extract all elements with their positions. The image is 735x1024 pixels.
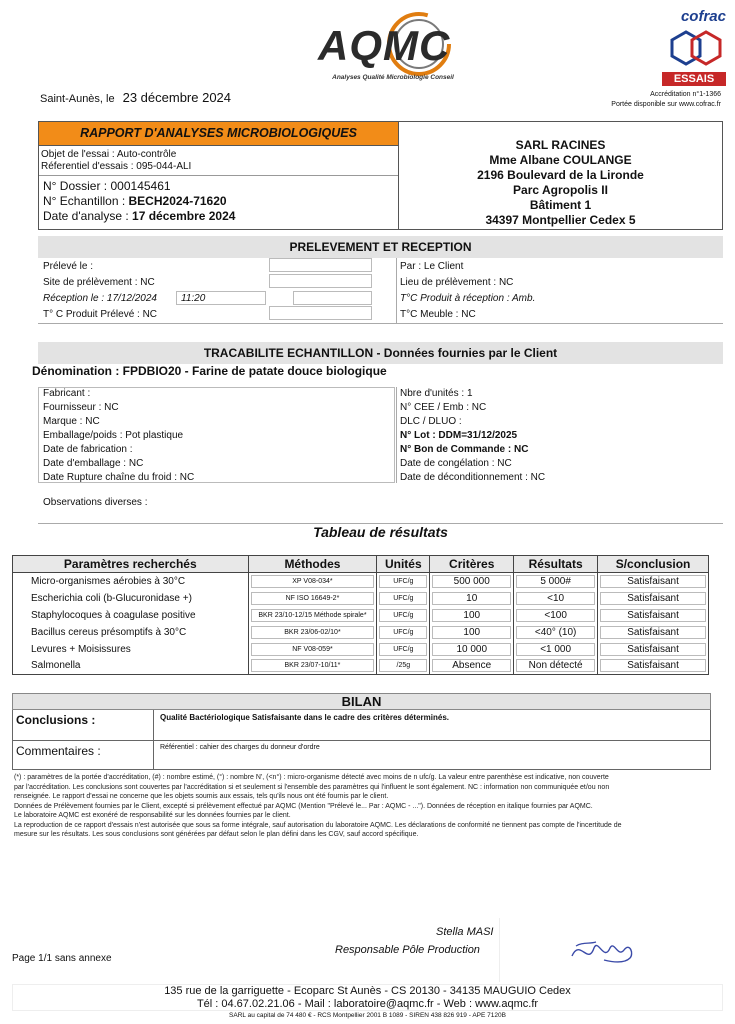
reception-date: Réception le : 17/12/2024 xyxy=(43,293,157,304)
report-identifiers xyxy=(39,176,398,227)
sample-number: BECH2024-71620 xyxy=(128,194,227,208)
sampling-temp-field xyxy=(269,306,372,320)
unit-cell xyxy=(377,658,430,675)
criteria-cell xyxy=(430,573,514,590)
conclusion-value: Satisfaisant xyxy=(600,592,706,605)
criteria-value: 500 000 xyxy=(432,575,511,588)
table-row xyxy=(13,641,709,658)
criteria-value: 10 xyxy=(432,592,511,605)
conclusions-text: Qualité Bactériologique Satisfaisante dans le cadre des critères déterminés. xyxy=(160,713,449,722)
note-line: Le laboratoire AQMC est exonéré de responsabilité sur les données fournies par le client. xyxy=(14,812,291,819)
lot-number: N° Lot : DDM=31/12/2025 xyxy=(400,430,518,441)
trace-field-right: Nbre d'unités : 1 xyxy=(400,388,473,399)
sampling-site: Site de prélèvement : NC xyxy=(43,277,155,288)
trace-field-left: Emballage/poids : Pot plastique xyxy=(43,430,184,441)
conclusion-value: Satisfaisant xyxy=(600,659,706,672)
criteria-value: 10 000 xyxy=(432,643,511,656)
note-line: La reproduction de ce rapport d'essais n'est autorisée que sous sa forme intégrale, sauf autorisation du laboratoire AQMC. Les déclarations de conformité ne tiennent pas compte de l'incertitude de xyxy=(14,821,622,829)
cofrac-logo xyxy=(668,30,724,70)
unit-cell xyxy=(377,590,430,607)
analysis-date: 17 décembre 2024 xyxy=(132,209,236,223)
criteria-value: 100 xyxy=(432,626,511,639)
criteria-cell xyxy=(430,590,514,607)
comments-text: Référentiel : cahier des charges du donneur d'ordre xyxy=(160,744,320,751)
traceability-divider xyxy=(396,387,397,483)
header-method: Méthodes xyxy=(248,556,377,573)
criteria-cell xyxy=(430,607,514,624)
unit-value: UFC/g xyxy=(379,609,427,622)
sampling-section-title: PRELEVEMENT ET RECEPTION xyxy=(38,236,723,258)
test-referential: Réferentiel d'essais : 095-044-ALI xyxy=(41,161,192,172)
header-result: Résultats xyxy=(514,556,598,573)
cofrac-wordmark: cofrac xyxy=(680,8,726,25)
result-value: <40° (10) xyxy=(516,626,595,639)
trace-field-left: Date de fabrication : xyxy=(43,444,133,455)
result-value: Non détecté xyxy=(516,659,595,672)
sampling-temperature: T° C Produit Prélevé : NC xyxy=(43,309,158,320)
method-cell xyxy=(248,624,377,641)
conclusions-label: Conclusions : xyxy=(16,713,96,727)
table-row xyxy=(13,573,709,590)
signature-area xyxy=(499,918,711,982)
result-cell xyxy=(514,573,598,590)
table-row xyxy=(13,658,709,675)
summary-col-divider xyxy=(153,710,154,770)
method-value: NF V08-059* xyxy=(251,643,375,656)
header-parameter: Paramètres recherchés xyxy=(13,556,249,573)
footer-legal: SARL au capital de 74 480 € - RCS Montpellier 2001 B 1089 - SIREN 438 826 919 - APE 7120B xyxy=(229,1012,506,1019)
footer-contact: Tél : 04.67.02.21.06 - Mail : laboratoire@aqmc.fr - Web : www.aqmc.fr xyxy=(196,998,539,1010)
results-title: Tableau de résultats xyxy=(313,524,448,540)
dossier-label: N° Dossier : xyxy=(43,179,108,193)
method-cell xyxy=(248,607,377,624)
unit-value: UFC/g xyxy=(379,643,427,656)
report-title: RAPPORT D'ANALYSES MICROBIOLOGIQUES xyxy=(39,122,398,146)
unit-value: UFC/g xyxy=(379,592,427,605)
report-date: 23 décembre 2024 xyxy=(122,90,232,105)
conclusion-cell xyxy=(598,641,709,658)
unit-value: UFC/g xyxy=(379,575,427,588)
table-row xyxy=(13,607,709,624)
conclusion-cell xyxy=(598,624,709,641)
criteria-cell xyxy=(430,624,514,641)
parameter-cell: Salmonella xyxy=(13,658,249,675)
aqmc-tagline: Analyses Qualité Microbiologie Conseil xyxy=(332,74,454,81)
sampling-location: Lieu de prélèvement : NC xyxy=(400,277,514,288)
method-cell xyxy=(248,590,377,607)
unit-cell xyxy=(377,641,430,658)
conclusion-value: Satisfaisant xyxy=(600,609,706,622)
cofrac-essais: ESSAIS xyxy=(662,72,726,86)
accreditation-scope: Portée disponible sur www.cofrac.fr xyxy=(611,101,721,108)
summary-row-divider xyxy=(12,740,711,741)
result-value: 5 000# xyxy=(516,575,595,588)
note-line: mesure sur les résultats. Les sous conclusions sont générées par défaut selon le plan défini dans les CGV, sauf accord spécifique. xyxy=(14,831,419,838)
parameter-cell: Levures + Moisissures xyxy=(13,641,249,658)
note-line: renseignée. Le rapport d'essai ne concerne que les objets soumis aux essais, tels qu'ils nous ont été fournis par le client. xyxy=(14,793,389,800)
conclusion-cell xyxy=(598,607,709,624)
parameter-cell: Escherichia coli (b-Glucuronidase +) xyxy=(13,590,249,607)
table-row xyxy=(13,624,709,641)
footer-address: 135 rue de la garriguette - Ecoparc St Aunès - CS 20130 - 34135 MAUGUIO Cedex xyxy=(164,985,571,997)
sampled-by: Par : Le Client xyxy=(400,261,464,272)
accreditation-info xyxy=(611,90,721,110)
result-cell xyxy=(514,641,598,658)
method-value: BKR 23/07-10/11* xyxy=(251,659,375,672)
dossier-number: 000145461 xyxy=(110,179,171,193)
trace-field-left: Marque : NC xyxy=(43,416,100,427)
unit-cell xyxy=(377,607,430,624)
unit-cell xyxy=(377,624,430,641)
note-line: (*) : paramètres de la portée d'accréditation, (#) : nombre estimé, (°) : nombre N', (<n°) : micro-organisme détecté avec moins de n ufc/g. La valeur entre parenthèse est indicative, non couverte xyxy=(14,774,609,781)
client-address-box xyxy=(399,121,723,230)
report-place: Saint-Aunès, le xyxy=(40,93,115,105)
criteria-cell xyxy=(430,658,514,675)
client-address-line: 2196 Boulevard de la Lironde xyxy=(477,168,644,182)
result-cell xyxy=(514,658,598,675)
client-contact: Mme Albane COULANGE xyxy=(489,153,632,167)
traceability-section-title: TRACABILITE ECHANTILLON - Données fournies par le Client xyxy=(38,342,723,364)
handwritten-signature xyxy=(500,918,712,982)
header-conclusion: S/conclusion xyxy=(598,556,709,573)
trace-field-right: N° CEE / Emb : NC xyxy=(400,402,487,413)
analysis-date-label: Date d'analyse : xyxy=(43,209,129,223)
signatory-role: Responsable Pôle Production xyxy=(335,944,480,956)
conclusion-value: Satisfaisant xyxy=(600,626,706,639)
results-header-row xyxy=(13,556,709,573)
report-object xyxy=(39,146,398,176)
accreditation-number: Accréditation n°1-1366 xyxy=(650,91,721,98)
conclusion-value: Satisfaisant xyxy=(600,643,706,656)
summary-section-title: BILAN xyxy=(12,693,711,710)
trace-field-left: Fabricant : xyxy=(43,388,91,399)
signatory-name: Stella MASI xyxy=(436,926,494,938)
trace-field-left: Fournisseur : NC xyxy=(43,402,119,413)
result-value: <10 xyxy=(516,592,595,605)
trace-field-right: Date de congélation : NC xyxy=(400,458,512,469)
criteria-value: 100 xyxy=(432,609,511,622)
reception-extra-field xyxy=(293,291,372,305)
legal-notes xyxy=(14,773,714,840)
client-company: SARL RACINES xyxy=(515,138,606,152)
result-value: <1 000 xyxy=(516,643,595,656)
trace-field-right: DLC / DLUO : xyxy=(400,416,462,427)
method-cell xyxy=(248,573,377,590)
reception-temperature: T°C Produit à réception : Amb. xyxy=(400,293,536,304)
client-city: 34397 Montpellier Cedex 5 xyxy=(485,213,636,227)
parameter-cell: Bacillus cereus présomptifs à 30°C xyxy=(13,624,249,641)
note-line: par l'accréditation. Les conclusions sont couvertes par l'accréditation si et seulement si l'ensemble des paramètres qui l'influent le sont également. NC : information non communiquée et/ou non xyxy=(14,783,610,791)
method-cell xyxy=(248,641,377,658)
criteria-value: Absence xyxy=(432,659,511,672)
sampling-date-field xyxy=(269,258,372,272)
aqmc-wordmark: AQMC xyxy=(318,22,451,69)
note-line: Données de Prélèvement fournies par le Client, excepté si prélèvement effectué par AQMC (Mention "Prélevé le... Par : AQMC - ..."). Données de réception en italique fournies par AQMC. xyxy=(14,802,593,810)
header-criteria: Critères xyxy=(430,556,514,573)
cabinet-temperature: T°C Meuble : NC xyxy=(400,309,476,320)
trace-field-left: Date d'emballage : NC xyxy=(43,458,144,469)
parameter-cell: Staphylocoques à coagulase positive xyxy=(13,607,249,624)
result-value: <100 xyxy=(516,609,595,622)
trace-field-right: Date de déconditionnement : NC xyxy=(400,472,546,483)
unit-value: UFC/g xyxy=(379,626,427,639)
report-info-box xyxy=(38,121,399,230)
client-address-line: Bâtiment 1 xyxy=(529,198,592,212)
order-number: N° Bon de Commande : NC xyxy=(400,444,529,455)
observations: Observations diverses : xyxy=(43,497,148,508)
page-number: Page 1/1 sans annexe xyxy=(12,953,112,964)
method-cell xyxy=(248,658,377,675)
conclusion-cell xyxy=(598,658,709,675)
sampling-date: Prélevé le : xyxy=(43,261,94,272)
table-row xyxy=(13,590,709,607)
conclusion-cell xyxy=(598,590,709,607)
comments-label: Commentaires : xyxy=(16,744,101,758)
result-cell xyxy=(514,607,598,624)
unit-value: /25g xyxy=(379,659,427,672)
sample-label: N° Echantillon : xyxy=(43,194,126,208)
sampling-site-field xyxy=(269,274,372,288)
method-value: XP V08-034* xyxy=(251,575,375,588)
method-value: BKR 23/06-02/10* xyxy=(251,626,375,639)
reception-time: 11:20 xyxy=(181,293,206,304)
criteria-cell xyxy=(430,641,514,658)
test-object: Objet de l'essai : Auto-contrôle xyxy=(41,149,177,160)
trace-field-left: Date Rupture chaîne du froid : NC xyxy=(43,472,195,483)
result-cell xyxy=(514,624,598,641)
conclusion-cell xyxy=(598,573,709,590)
unit-cell xyxy=(377,573,430,590)
footer xyxy=(12,984,723,1011)
method-value: NF ISO 16649-2* xyxy=(251,592,375,605)
client-address-line: Parc Agropolis II xyxy=(513,183,608,197)
conclusion-value: Satisfaisant xyxy=(600,575,706,588)
product-denomination: Dénomination : FPDBIO20 - Farine de patate douce biologique xyxy=(32,364,387,378)
results-table xyxy=(12,555,709,675)
report-place-date xyxy=(40,90,231,105)
parameter-cell: Micro-organismes aérobies à 30°C xyxy=(13,573,249,590)
header-unit: Unités xyxy=(377,556,430,573)
method-value: BKR 23/10-12/15 Méthode spirale* xyxy=(251,609,375,622)
result-cell xyxy=(514,590,598,607)
sampling-divider xyxy=(396,258,397,324)
